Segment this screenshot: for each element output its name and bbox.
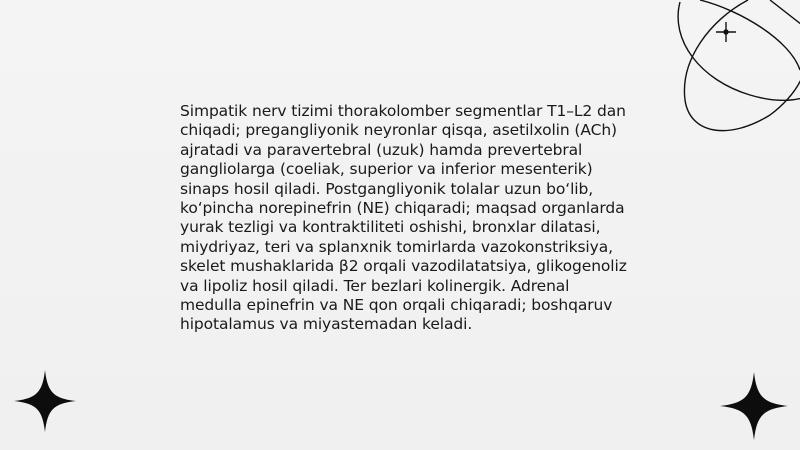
four-point-star-icon bbox=[14, 370, 76, 432]
orbit-lines-icon bbox=[640, 0, 800, 150]
four-point-star-icon bbox=[720, 372, 788, 440]
sparkle-icon bbox=[716, 22, 736, 42]
slide-body-text: Simpatik nerv tizimi thorakolomber segmentlar T1–L2 dan chiqadi; pregangliyonik neyronlar qisqa, asetilxolin (ACh) ajratadi va paravertebral (uzuk) hamda prevertebral gangliolarga (coeliak, superior va inferior mesenterik) sinaps hosil qiladi. Postgangliyonik tolalar uzun bo‘lib, ko‘pincha norepinefrin (NE) chiqaradi; maqsad organlarda yurak tezligi va kontraktiliteti oshishi, bronxlar dilatasi, miydriyaz, teri va splanxnik tomirlarda vazokonstriksiya, skelet mushaklarida β2 orqali vazodilatatsiya, glikogenoliz va lipoliz hosil qiladi. Ter bezlari kolinergik. Adrenal medulla epinefrin va NE qon orqali chiqaradi; boshqaruv hipotalamus va miyastemadan keladi. bbox=[180, 102, 627, 334]
